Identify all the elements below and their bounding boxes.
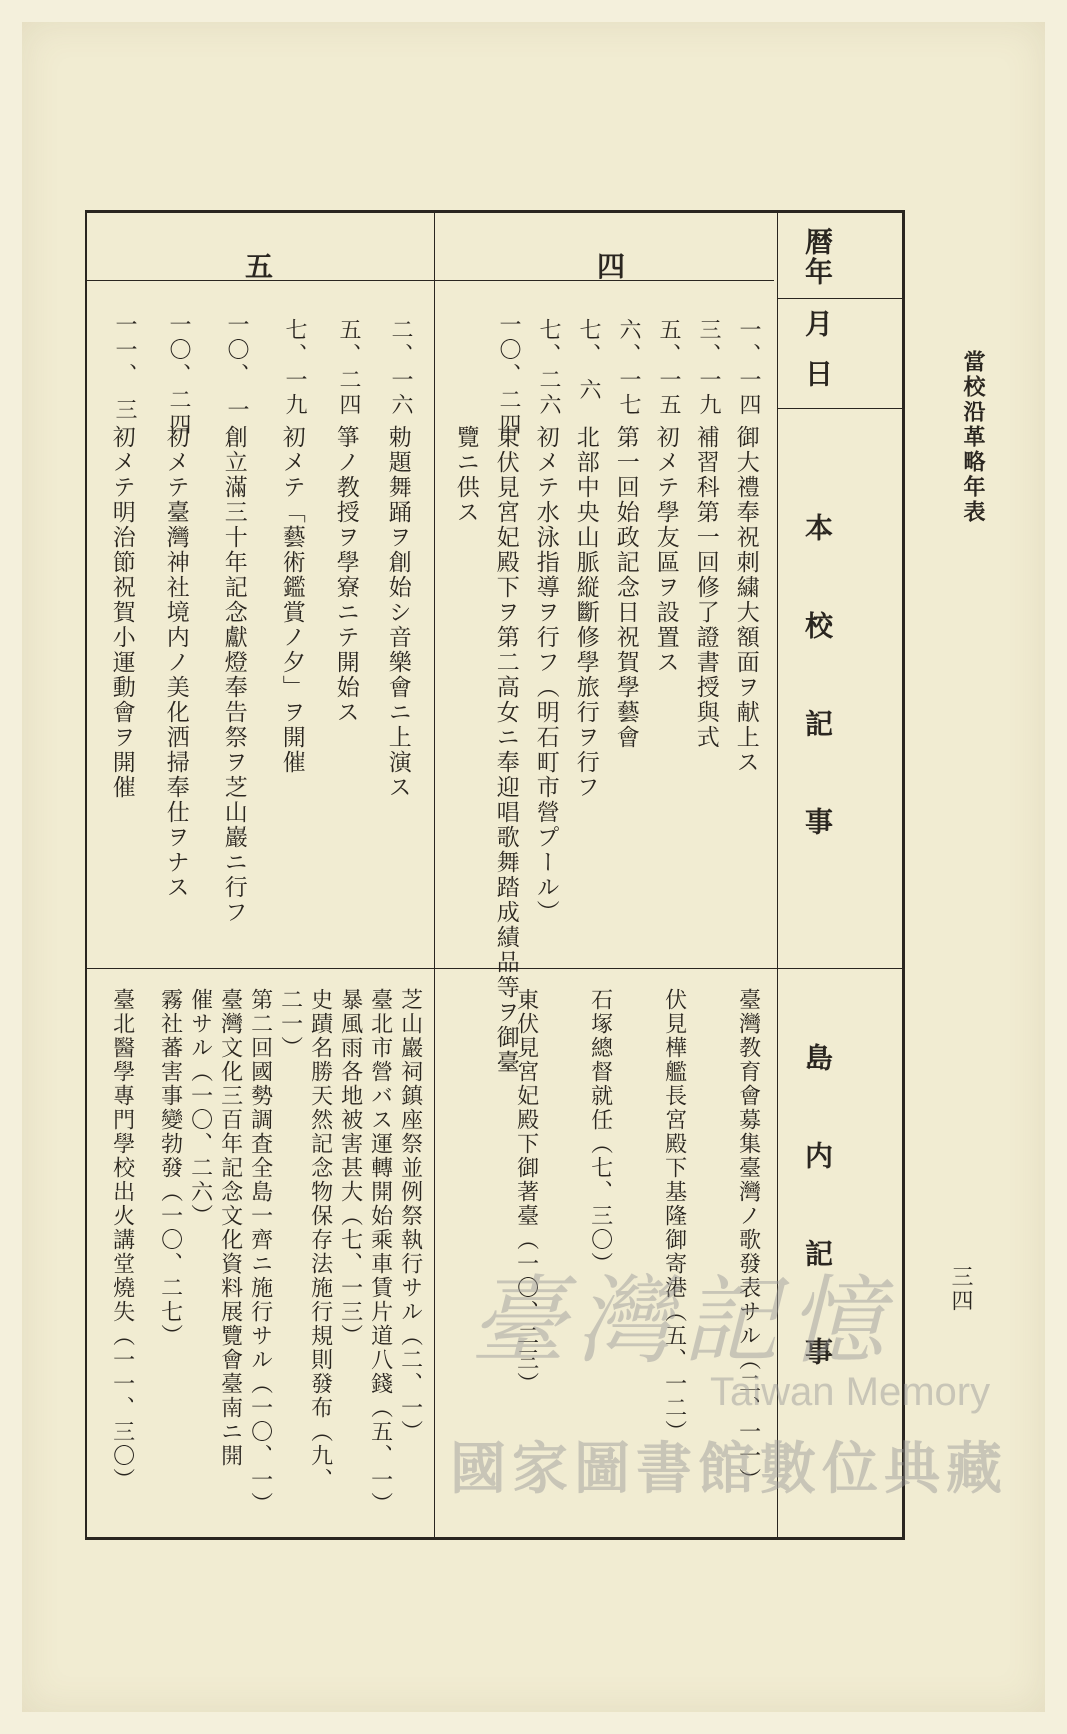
- header-column-divider: [777, 213, 778, 1537]
- month-day: 七、 六: [576, 318, 601, 403]
- school-event: 初メテ明治節祝賀小運動會ヲ開催: [108, 425, 135, 800]
- island-event: 伏見樺艦長宮殿下基隆御寄港（五、一二）: [661, 988, 687, 1444]
- running-title: 當校沿革略年表: [960, 350, 986, 525]
- page-number: 三四: [948, 1265, 973, 1313]
- island-event: 二一）: [277, 988, 303, 1060]
- year-row-line: [87, 280, 774, 281]
- island-event: 東伏見宮妃殿下御著臺（一〇、二三）: [513, 988, 539, 1396]
- month-day: 七、一九: [282, 318, 307, 418]
- chronology-table: [85, 210, 905, 1540]
- year-label: 五: [245, 250, 274, 283]
- school-event: 勅題舞踊ヲ創始シ音樂會ニ上演ス: [384, 425, 411, 800]
- month-day: 二、一六: [388, 318, 413, 418]
- island-event: 第二回國勢調査全島一齊ニ施行サル（一〇、一）: [247, 988, 273, 1516]
- header-line-1: [777, 298, 902, 299]
- school-event: 覽ニ供ス: [452, 425, 479, 525]
- month-day: 七、二六: [536, 318, 561, 418]
- month-day: 三、一九: [696, 318, 721, 418]
- month-day: 一〇、二四: [166, 313, 191, 438]
- school-event: 初メテ水泳指導ヲ行フ（明石町市營プール）: [532, 425, 559, 925]
- month-day: 一一、 三: [112, 313, 137, 423]
- watermark-english: Taiwan Memory: [710, 1370, 991, 1414]
- watermark-calligraphy: 臺灣記憶: [470, 1265, 894, 1377]
- school-event: 北部中央山脈縦斷修學旅行ヲ行フ: [572, 425, 599, 800]
- island-event: 霧社蕃害事變勃發（一〇、二七）: [157, 988, 183, 1348]
- month-day: 一、一四: [736, 318, 761, 418]
- island-event: 暴風雨各地被害甚大（七、一三）: [337, 988, 363, 1348]
- header-school-events: 本校記事: [801, 513, 834, 905]
- month-day: 一〇、 一: [224, 313, 249, 423]
- school-event: 創立滿三十年記念獻燈奉告祭ヲ芝山巖ニ行フ: [220, 425, 247, 925]
- school-event: 御大禮奉祝刺繍大額面ヲ献上ス: [732, 425, 759, 775]
- school-event: 東伏見宮妃殿下ヲ第二高女ニ奉迎唱歌舞踏成績品等ヲ御臺: [492, 425, 519, 1075]
- month-day: 五、一五: [656, 318, 681, 418]
- watermark-chinese: 國家圖書館數位典藏: [450, 1436, 1008, 1502]
- month-day: 一〇、二四: [496, 313, 521, 438]
- island-event: 芝山巖祠鎮座祭並例祭執行サル（二、一）: [397, 988, 423, 1444]
- school-event: 第一回始政記念日祝賀學藝會: [612, 425, 639, 750]
- header-island-events: 島内記事: [801, 1043, 834, 1435]
- school-event: 補習科第一回修了證書授與式: [692, 425, 719, 750]
- year-divider: [434, 213, 435, 1537]
- school-event: 箏ノ教授ヲ學寮ニテ開始ス: [332, 425, 359, 725]
- island-event: 臺灣教育會募集臺灣ノ歌發表サル（二、一一）: [735, 988, 761, 1492]
- island-event: 臺灣文化三百年記念文化資料展覽會臺南ニ開: [217, 988, 243, 1468]
- island-event: 石塚總督就任（七、三〇）: [587, 988, 613, 1276]
- month-day: 六、一七: [616, 318, 641, 418]
- island-event: 史蹟名勝天然記念物保存法施行規則發布（九、: [307, 988, 333, 1492]
- island-event: 催サル（一〇、二六）: [187, 988, 213, 1228]
- school-event: 初メテ學友區ヲ設置ス: [652, 425, 679, 675]
- header-era: 暦年: [801, 227, 834, 287]
- island-event: 臺北醫學專門學校出火講堂燒失（一一、三〇）: [109, 988, 135, 1492]
- island-event: 臺北市營バス運轉開始乘車賃片道八錢（五、一）: [367, 988, 393, 1516]
- school-event: 初メテ「藝術鑑賞ノ夕」ヲ開催: [278, 425, 305, 775]
- year-label: 四: [597, 250, 626, 283]
- month-day: 五、二四: [336, 318, 361, 418]
- header-line-2: [777, 408, 902, 409]
- header-month-day: 月日: [801, 309, 834, 409]
- school-event: 初メテ臺灣神社境内ノ美化洒掃奉仕ヲナス: [162, 425, 189, 900]
